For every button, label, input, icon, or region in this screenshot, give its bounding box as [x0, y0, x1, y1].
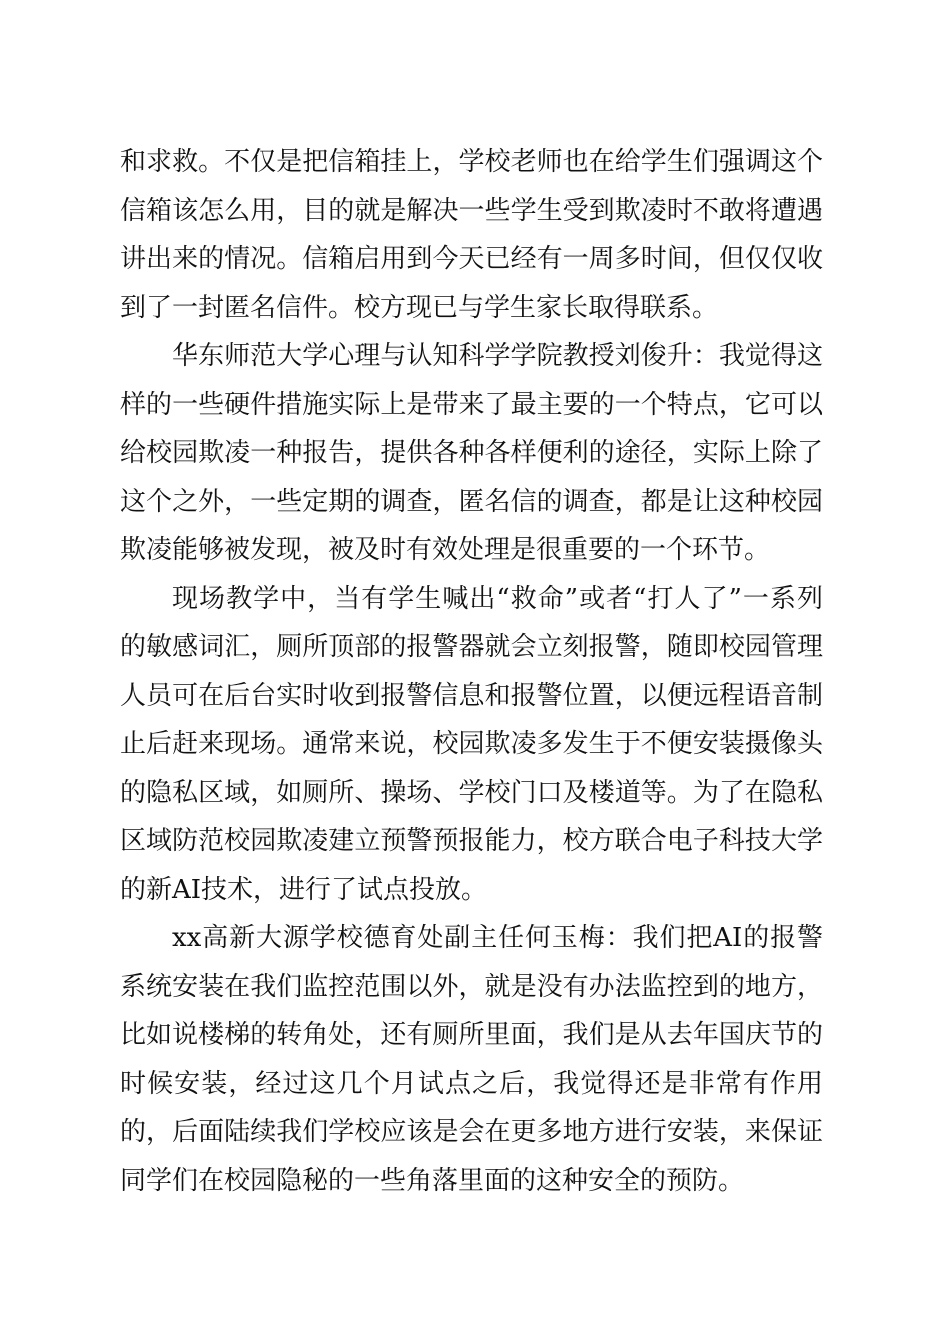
- paragraph-3: 现场教学中，当有学生喊出“救命”或者“打人了”一系列的敏感词汇，厕所顶部的报警器就会立刻报警，随即校园管理人员可在后台实时收到报警信息和报警位置，以便远程语音制止后赶来现场。通常来说，校园欺凌多发生于不便安装摄像头的隐私区域，如厕所、操场、学校门口及楼道等。为了在隐私区域防范校园欺凌建立预警预报能力，校方联合电子科技大学的新AI技术，进行了试点投放。: [120, 583, 823, 905]
- paragraph-4: xx高新大源学校德育处副主任何玉梅：我们把AI的报警系统安装在我们监控范围以外，就是没有办法监控到的地方，比如说楼梯的转角处，还有厕所里面，我们是从去年国庆节的时候安装，经过这几个月试点之后，我觉得还是非常有作用的，后面陆续我们学校应该是会在更多地方进行安装，来保证同学们在校园隐秘的一些角落里面的这种安全的预防。: [120, 923, 823, 1196]
- document-body: [120, 138, 823, 1205]
- paragraph-2: 华东师范大学心理与认知科学学院教授刘俊升：我觉得这样的一些硬件措施实际上是带来了最主要的一个特点，它可以给校园欺凌一种报告，提供各种各样便利的途径，实际上除了这个之外，一些定期的调查，匿名信的调查，都是让这种校园欺凌能够被发现，被及时有效处理是很重要的一个环节。: [120, 341, 823, 565]
- paragraph-1: 和求救。不仅是把信箱挂上，学校老师也在给学生们强调这个信箱该怎么用，目的就是解决一些学生受到欺凌时不敢将遭遇讲出来的情况。信箱启用到今天已经有一周多时间，但仅仅收到了一封匿名信件。校方现已与学生家长取得联系。: [120, 147, 823, 323]
